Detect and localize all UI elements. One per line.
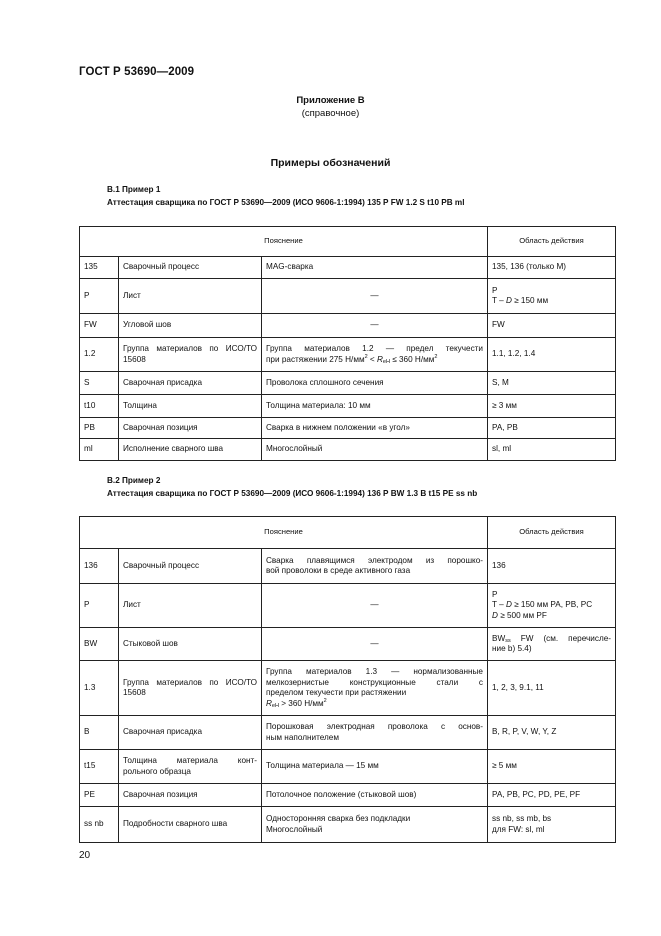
- row-scope: sl, ml: [488, 439, 616, 461]
- row-name: Сварочная позиция: [119, 784, 262, 807]
- value-part: > 360 Н/мм: [278, 698, 324, 708]
- name-line: Толщина материала конт-: [123, 756, 257, 765]
- column-header-scope: Область действия: [488, 227, 616, 257]
- row-scope: 136: [488, 549, 616, 584]
- document-code: ГОСТ Р 53690—2009: [79, 66, 195, 78]
- name-line: рольного образца: [123, 766, 191, 776]
- scope-line: для FW: sl, ml: [492, 824, 545, 834]
- example2-label: В.2 Пример 2: [107, 476, 161, 485]
- table-row: [80, 372, 616, 395]
- row-name: Группа материалов по ИСО/ТО 15608: [119, 338, 262, 372]
- scope-line: P: [492, 589, 498, 599]
- row-code: PB: [80, 418, 119, 439]
- row-name: Угловой шов: [119, 314, 262, 338]
- row-name: Подробности сварного шва: [119, 807, 262, 843]
- table-row: [80, 279, 616, 314]
- row-value: [262, 807, 488, 843]
- scope-line: ние b) 5.4): [492, 644, 532, 653]
- scope-suffix: ≥ 150 мм PA, PB, PC: [511, 600, 593, 610]
- row-name: Толщина: [119, 395, 262, 418]
- row-name: Сварочная присадка: [119, 372, 262, 395]
- row-scope: 135, 136 (только М): [488, 257, 616, 279]
- row-value: [262, 716, 488, 750]
- value-line: Сварка плавящимся электродом из порошко-: [266, 555, 483, 565]
- row-code: 135: [80, 257, 119, 279]
- scope-prefix: T –: [492, 600, 506, 610]
- section-title: Примеры обозначений: [270, 157, 391, 169]
- row-code: P: [80, 584, 119, 628]
- value-line: Группа материалов 1.2 — предел текучести: [266, 344, 483, 353]
- row-code: P: [80, 279, 119, 314]
- row-scope: [488, 628, 616, 661]
- row-scope: FW: [488, 314, 616, 338]
- annex-note: (справочное): [301, 108, 360, 119]
- row-name: Группа материалов по ИСО/ТО 15608: [119, 661, 262, 716]
- row-value: —: [262, 279, 488, 314]
- table-row: [80, 661, 616, 716]
- table-row: [80, 439, 616, 461]
- column-header-explanation: Пояснение: [80, 227, 488, 257]
- row-scope: S, M: [488, 372, 616, 395]
- row-name: Сварочный процесс: [119, 257, 262, 279]
- row-name: Лист: [119, 279, 262, 314]
- value-part: ≤ 360 Н/мм: [389, 354, 435, 364]
- row-value: —: [262, 584, 488, 628]
- row-code: BW: [80, 628, 119, 661]
- row-name: Лист: [119, 584, 262, 628]
- row-value: [262, 661, 488, 716]
- table-row: [80, 338, 616, 372]
- table-row: [80, 584, 616, 628]
- value-subscript: eH: [271, 702, 279, 709]
- column-header-explanation: Пояснение: [80, 517, 488, 549]
- row-code: ml: [80, 439, 119, 461]
- row-value: MAG-сварка: [262, 257, 488, 279]
- row-code: ss nb: [80, 807, 119, 843]
- row-scope: [488, 807, 616, 843]
- row-scope: B, R, P, V, W, Y, Z: [488, 716, 616, 750]
- row-name: Сварочная позиция: [119, 418, 262, 439]
- row-value: Проволока сплошного сечения: [262, 372, 488, 395]
- table-row: [80, 716, 616, 750]
- value-line: Односторонняя сварка без подкладки: [266, 814, 411, 823]
- table-row: [80, 628, 616, 661]
- value-line: вой проволоки в среде активного газа: [266, 566, 411, 575]
- row-name: [119, 750, 262, 784]
- value-subscript: eH: [382, 358, 390, 365]
- row-value: Потолочное положение (стыковой шов): [262, 784, 488, 807]
- row-value: Многослойный: [262, 439, 488, 461]
- row-scope: 1.1, 1.2, 1.4: [488, 338, 616, 372]
- row-code: 136: [80, 549, 119, 584]
- table-row: [80, 549, 616, 584]
- table-header-row: [80, 227, 616, 257]
- scope-part: BW: [492, 633, 506, 643]
- row-scope: [488, 279, 616, 314]
- row-code: B: [80, 716, 119, 750]
- scope-suffix: ≥ 150 мм: [511, 296, 549, 305]
- row-code: S: [80, 372, 119, 395]
- row-value: Толщина материала: 10 мм: [262, 395, 488, 418]
- table-row: [80, 257, 616, 279]
- row-scope: [488, 584, 616, 628]
- value-part: при растяжении 275 Н/мм: [266, 354, 365, 364]
- scope-suffix: ≥ 500 мм PF: [497, 610, 547, 620]
- row-value: —: [262, 314, 488, 338]
- row-value: [262, 549, 488, 584]
- row-value: Толщина материала — 15 мм: [262, 750, 488, 784]
- example1-label: В.1 Пример 1: [107, 185, 161, 194]
- scope-variable: D: [492, 610, 498, 620]
- row-code: 1.2: [80, 338, 119, 372]
- scope-part: FW (см. перечисле-: [510, 633, 611, 643]
- row-scope: PA, PB: [488, 418, 616, 439]
- scope-prefix: T –: [492, 296, 506, 305]
- value-superscript: 2: [434, 353, 438, 360]
- scope-line: ss nb, ss mb, bs: [492, 814, 552, 823]
- row-code: t15: [80, 750, 119, 784]
- row-name: Сварочный процесс: [119, 549, 262, 584]
- row-scope: PA, PB, PC, PD, PE, PF: [488, 784, 616, 807]
- row-code: 1.3: [80, 661, 119, 716]
- row-value: —: [262, 628, 488, 661]
- table-row: [80, 750, 616, 784]
- table-row: [80, 418, 616, 439]
- table-row: [80, 395, 616, 418]
- row-scope: ≥ 3 мм: [488, 395, 616, 418]
- value-line: ным наполнителем: [266, 732, 339, 742]
- example1-caption: Аттестация сварщика по ГОСТ Р 53690—2009 (ИСО 9606-1:1994) 135 Р FW 1.2 S t10 РВ ml: [107, 198, 465, 207]
- value-variable: R: [376, 354, 383, 364]
- value-line: Порошковая электродная проволока с основ-: [266, 722, 483, 731]
- row-scope: 1, 2, 3, 9.1, 11: [488, 661, 616, 716]
- row-scope: ≥ 5 мм: [488, 750, 616, 784]
- scope-variable: D: [505, 296, 512, 305]
- example1-table: [79, 226, 616, 461]
- annex-title: Приложение В: [296, 95, 365, 106]
- table-row: [80, 784, 616, 807]
- row-value: Сварка в нижнем положении «в угол»: [262, 418, 488, 439]
- row-name: Сварочная присадка: [119, 716, 262, 750]
- row-value: [262, 338, 488, 372]
- scope-variable: D: [505, 600, 512, 610]
- table-row: [80, 314, 616, 338]
- value-superscript: 2: [323, 697, 327, 704]
- value-variable: R: [266, 698, 272, 708]
- row-code: PE: [80, 784, 119, 807]
- row-code: t10: [80, 395, 119, 418]
- row-code: FW: [80, 314, 119, 338]
- table-header-row: [80, 517, 616, 549]
- example2-caption: Аттестация сварщика по ГОСТ Р 53690—2009 (ИСО 9606-1:1994) 136 Р BW 1.3 В t15 РЕ ss nb: [107, 489, 478, 498]
- example2-table: [79, 516, 616, 843]
- value-line: мелкозернистые конструкционные стали с: [266, 677, 483, 687]
- value-line: пределом текучести при растяжении: [266, 688, 407, 697]
- value-superscript: 2: [364, 353, 368, 360]
- value-line: Многослойный: [266, 824, 323, 834]
- table-row: [80, 807, 616, 843]
- page-number: 20: [79, 850, 91, 861]
- value-line: Группа материалов 1.3 — нормализованные: [266, 667, 483, 676]
- row-name: Исполнение сварного шва: [119, 439, 262, 461]
- scope-line: P: [492, 285, 498, 295]
- row-name: Стыковой шов: [119, 628, 262, 661]
- value-part: <: [367, 354, 377, 364]
- scope-subscript: ss: [505, 637, 511, 644]
- column-header-scope: Область действия: [488, 517, 616, 549]
